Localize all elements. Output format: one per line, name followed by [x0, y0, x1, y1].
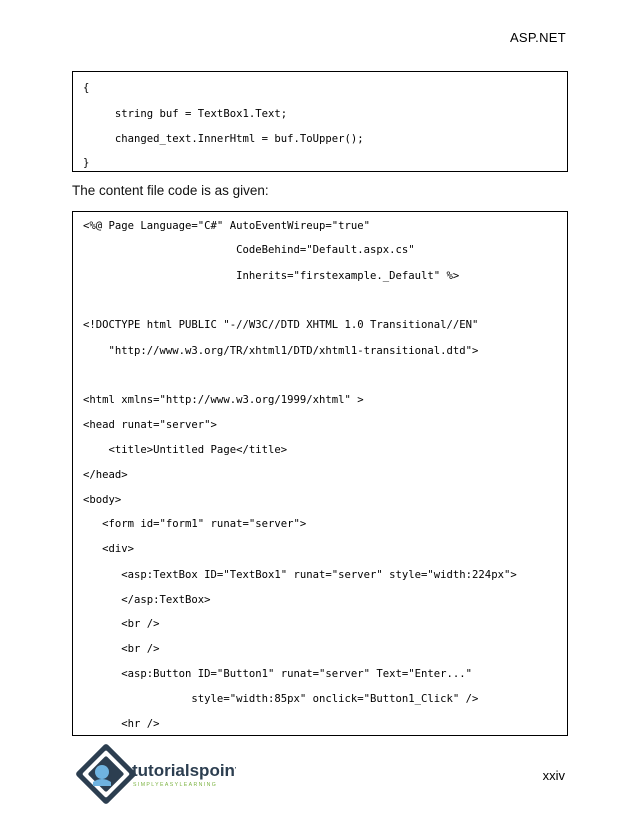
code-line: CodeBehind="Default.aspx.cs"	[83, 244, 415, 256]
code-line: {	[83, 82, 90, 94]
code-line: Inherits="firstexample._Default" %>	[83, 270, 460, 282]
code-line: changed_text.InnerHtml = buf.ToUpper();	[83, 133, 364, 145]
caption-text: The content file code is as given:	[72, 183, 269, 198]
code-line: <asp:TextBox ID="TextBox1" runat="server" style="width:224px">	[83, 569, 517, 581]
code-line: <hr />	[83, 718, 160, 730]
code-line: <br />	[83, 618, 160, 630]
code-line: <!DOCTYPE html PUBLIC "-//W3C//DTD XHTML 1.0 Transitional//EN"	[83, 319, 479, 331]
logo-wordmark: tutorialspoint	[132, 761, 236, 780]
code-line: <title>Untitled Page</title>	[83, 444, 288, 456]
code-line: }	[83, 157, 90, 169]
code-line: <head runat="server">	[83, 419, 217, 431]
page-number: xxiv	[542, 768, 565, 783]
code-line: <body>	[83, 494, 122, 506]
code-block-csharp	[72, 71, 568, 172]
code-line: "http://www.w3.org/TR/xhtml1/DTD/xhtml1-transitional.dtd">	[83, 345, 479, 357]
code-line: <asp:Button ID="Button1" runat="server" Text="Enter..."	[83, 668, 473, 680]
code-line: </asp:TextBox>	[83, 594, 211, 606]
running-header: ASP.NET	[509, 30, 566, 45]
code-line: <br />	[83, 643, 160, 655]
code-line: <form id="form1" runat="server">	[83, 518, 307, 530]
logo-icon	[76, 744, 236, 804]
code-line: </head>	[83, 469, 128, 481]
code-block-aspx	[72, 211, 568, 736]
tutorialspoint-logo	[76, 744, 236, 804]
logo-tagline: SIMPLYEASYLEARNING	[133, 782, 218, 788]
code-line: <%@ Page Language="C#" AutoEventWireup="true"	[83, 220, 371, 232]
code-line: style="width:85px" onclick="Button1_Click" />	[83, 693, 479, 705]
code-line: <div>	[83, 543, 135, 555]
code-line: <html xmlns="http://www.w3.org/1999/xhtml" >	[83, 394, 364, 406]
code-line: string buf = TextBox1.Text;	[83, 108, 288, 120]
